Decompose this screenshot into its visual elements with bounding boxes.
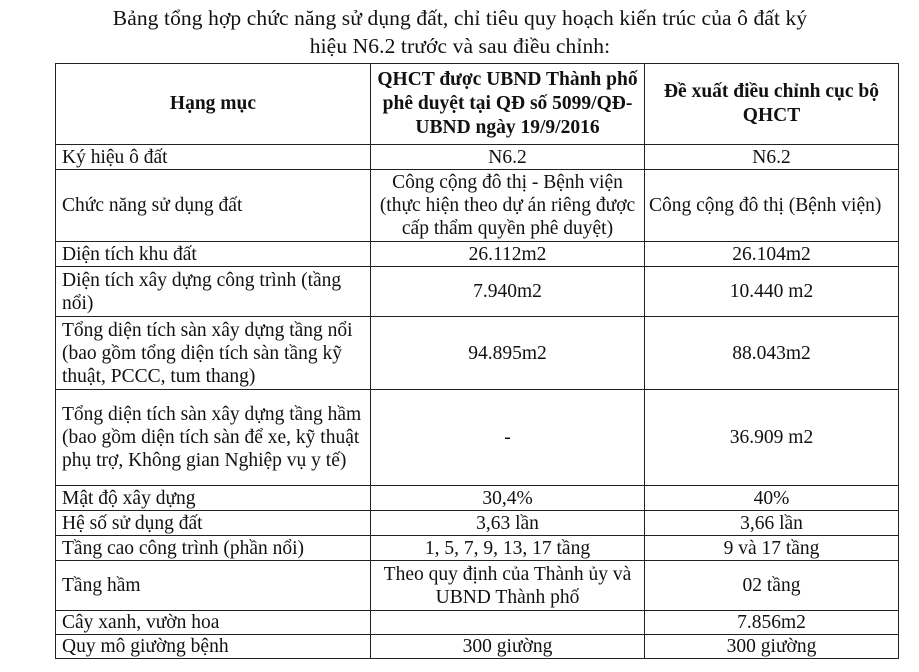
- proposed-value: 9 và 17 tầng: [645, 536, 899, 561]
- approved-value: 26.112m2: [371, 242, 645, 267]
- approved-value: 3,63 lần: [371, 511, 645, 536]
- proposed-value: 40%: [645, 486, 899, 511]
- row-label: Tầng hầm: [56, 561, 371, 611]
- header-approved: QHCT được UBND Thành phố phê duyệt tại QĐ số 5099/QĐ-UBND ngày 19/9/2016: [371, 64, 645, 145]
- proposed-value: 300 giường: [645, 635, 899, 659]
- land-use-table: [55, 63, 899, 659]
- approved-value: [371, 611, 645, 635]
- proposed-value: 10.440 m2: [645, 267, 899, 317]
- table-row: [56, 561, 899, 611]
- table-row: [56, 511, 899, 536]
- approved-value: 30,4%: [371, 486, 645, 511]
- proposed-value: 36.909 m2: [645, 390, 899, 486]
- row-label: Chức năng sử dụng đất: [56, 170, 371, 242]
- proposed-value: 02 tầng: [645, 561, 899, 611]
- row-label: Diện tích xây dựng công trình (tầng nổi): [56, 267, 371, 317]
- approved-value: N6.2: [371, 145, 645, 170]
- table-row: [56, 267, 899, 317]
- approved-value: 300 giường: [371, 635, 645, 659]
- proposed-value: 26.104m2: [645, 242, 899, 267]
- table-row: [56, 486, 899, 511]
- proposed-value: 7.856m2: [645, 611, 899, 635]
- row-label: Hệ số sử dụng đất: [56, 511, 371, 536]
- header-proposed: Đề xuất điều chỉnh cục bộ QHCT: [645, 64, 899, 145]
- row-label: Mật độ xây dựng: [56, 486, 371, 511]
- approved-value: Theo quy định của Thành ủy và UBND Thành phố: [371, 561, 645, 611]
- approved-value: 7.940m2: [371, 267, 645, 317]
- approved-value: 94.895m2: [371, 317, 645, 390]
- table-row: [56, 145, 899, 170]
- proposed-value: 3,66 lần: [645, 511, 899, 536]
- row-label: Diện tích khu đất: [56, 242, 371, 267]
- row-label: Cây xanh, vườn hoa: [56, 611, 371, 635]
- proposed-value: N6.2: [645, 145, 899, 170]
- header-item: Hạng mục: [56, 64, 371, 145]
- proposed-value: 88.043m2: [645, 317, 899, 390]
- table-row: [56, 536, 899, 561]
- row-label: Tổng diện tích sàn xây dựng tầng hầm (bao gồm diện tích sàn để xe, kỹ thuật phụ trợ, Không gian Nghiệp vụ y tế): [56, 390, 371, 486]
- proposed-value: Công cộng đô thị (Bệnh viện): [645, 170, 899, 242]
- table-row: [56, 170, 899, 242]
- approved-value: -: [371, 390, 645, 486]
- table-row: [56, 242, 899, 267]
- title-line-2: hiệu N6.2 trước và sau điều chỉnh:: [309, 34, 611, 58]
- table-row: [56, 611, 899, 635]
- table-row: [56, 635, 899, 659]
- table-header-row: [56, 64, 899, 145]
- row-label: Ký hiệu ô đất: [56, 145, 371, 170]
- table-row: [56, 317, 899, 390]
- document-title: [60, 4, 860, 60]
- table-row: [56, 390, 899, 486]
- approved-value: Công cộng đô thị - Bệnh viện (thực hiện theo dự án riêng được cấp thẩm quyền phê duyệt): [371, 170, 645, 242]
- approved-value: 1, 5, 7, 9, 13, 17 tầng: [371, 536, 645, 561]
- row-label: Quy mô giường bệnh: [56, 635, 371, 659]
- row-label: Tổng diện tích sàn xây dựng tầng nổi (bao gồm tổng diện tích sàn tầng kỹ thuật, PCCC, tum thang): [56, 317, 371, 390]
- title-line-1: Bảng tổng hợp chức năng sử dụng đất, chỉ tiêu quy hoạch kiến trúc của ô đất ký: [112, 6, 808, 30]
- row-label: Tầng cao công trình (phần nổi): [56, 536, 371, 561]
